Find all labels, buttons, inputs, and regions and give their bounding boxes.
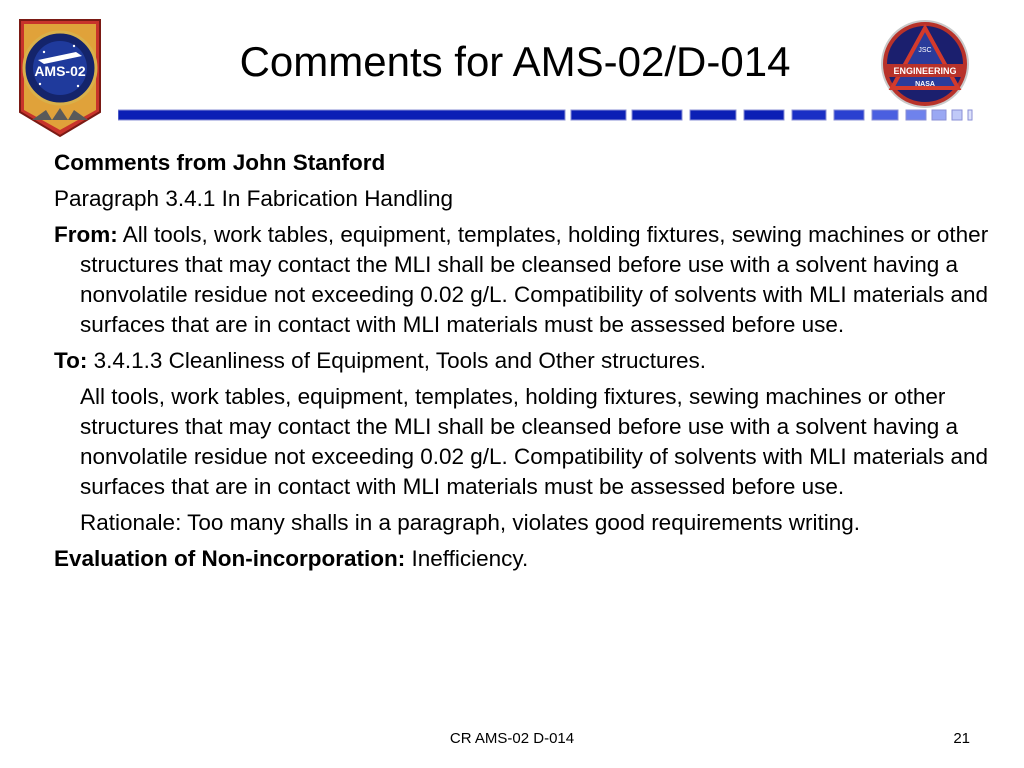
from-paragraph — [54, 220, 994, 340]
svg-text:AMS-02: AMS-02 — [34, 63, 86, 79]
ams-02-patch-logo — [14, 16, 106, 138]
to-text: 3.4.1.3 Cleanliness of Equipment, Tools and Other structures. — [87, 348, 706, 373]
evaluation-paragraph — [54, 544, 994, 574]
nasa-engineering-icon — [876, 14, 974, 110]
paragraph-reference: Paragraph 3.4.1 In Fabrication Handling — [54, 186, 454, 211]
svg-text:ENGINEERING: ENGINEERING — [893, 66, 957, 76]
svg-text:NASA: NASA — [915, 81, 935, 88]
svg-text:JSC: JSC — [918, 47, 932, 54]
title-divider-bar — [118, 108, 978, 122]
rationale-text: Rationale: Too many shalls in a paragraph, violates good requirements writing. — [80, 510, 861, 535]
to-paragraph — [54, 346, 994, 376]
comments-heading: Comments from John Stanford — [54, 150, 386, 175]
footer-page-number: 21 — [953, 730, 970, 747]
footer-document-id: CR AMS-02 D-014 — [449, 730, 575, 747]
slide-title: Comments for AMS-02/D-014 — [239, 38, 791, 85]
ams-02-patch-icon — [14, 16, 106, 138]
from-label: From: — [54, 222, 118, 247]
evaluation-text: Inefficiency. — [405, 546, 529, 571]
to-detail-text: All tools, work tables, equipment, templates, holding fixtures, sewing machines or other structures that may contact the MLI shall be cleansed before use with a solvent having a nonvolatile residue not exceeding 0.02 g/L. Compatibility of solvents with MLI materials and surfaces that are in contact with MLI materials must be assessed before use. — [80, 384, 988, 499]
jsc-engineering-logo — [876, 14, 974, 110]
evaluation-label: Evaluation of Non-incorporation: — [54, 546, 406, 571]
from-text: All tools, work tables, equipment, templates, holding fixtures, sewing machines or other structures that may contact the MLI shall be cleansed before use with a solvent having a nonvolatile residue not exceeding 0.02 g/L. Compatibility of solvents with MLI materials and surfaces that are in contact with MLI materials must be assessed before use. — [80, 222, 989, 337]
slide-body — [54, 148, 994, 580]
to-label: To: — [54, 348, 88, 373]
